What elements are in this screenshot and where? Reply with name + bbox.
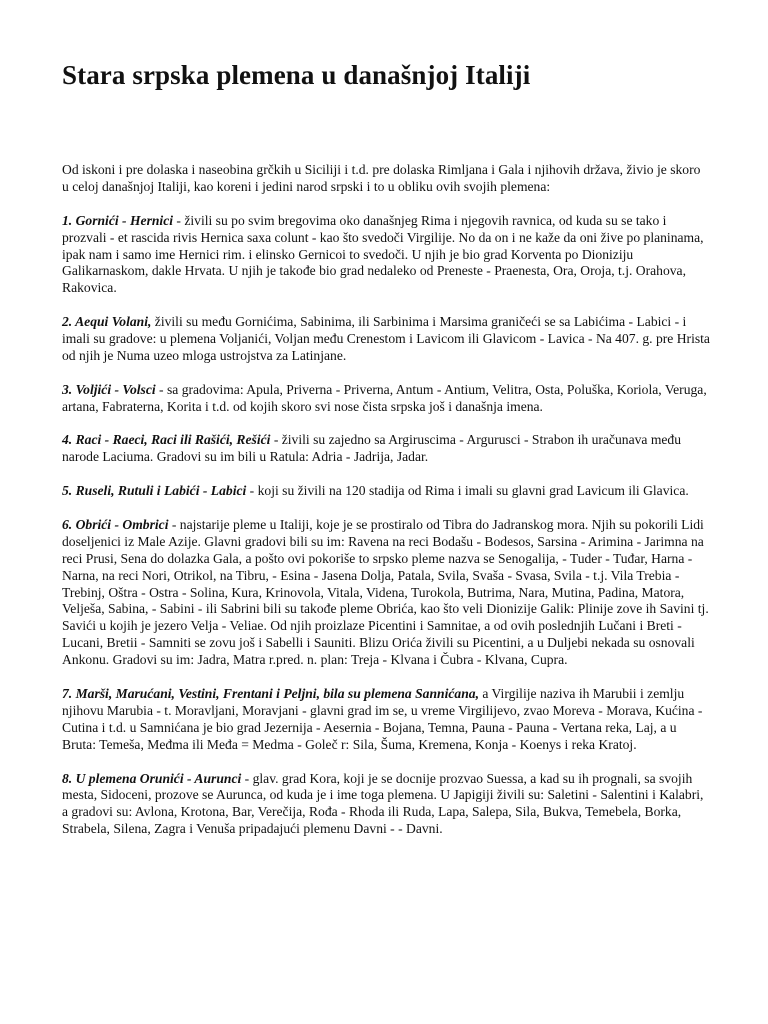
tribe-heading: 6. Obrići - Ombrici	[62, 516, 169, 532]
tribe-text: - živili su po svim bregovima oko današnjeg Rima i njegovih ravnica, od kuda su se tako i prozvali - et rascida rivis Hernica saxa colunt - kao što svedoči Virgilije. No da on i ne kaže da oni žive po planinama, ipak nam i samo ime Hernici rim. i elinsko Gernicoi to svedoči. U njih je bio grad Korventa po Dioniziju Galikarnaskom, dakle Hrvata. U njih je takođe bio grad nedaleko od Preneste - Praenesta, Ora, Oroja, t.j. Orahova, Rakovica.	[62, 212, 704, 296]
tribe-heading: 1. Gornići - Hernici	[62, 212, 174, 228]
tribe-text: - sa gradovima: Apula, Priverna - Priverna, Antum - Antium, Velitra, Osta, Poluška, Koriola, Veruga, artana, Fabraterna, Korita i t.d. od kojih skoro svi nose čista srpska još i današnja imena.	[62, 381, 707, 414]
tribe-text: živili su među Gornićima, Sabinima, ili Sarbinima i Marsima graničeći se sa Labićima - Labici - i imali su gradove: u plemena Voljanići, Voljan među Crenestom i Lavicom ili Glavicom - Lavica - Na 407. g. pre Hrista od njih je Numa uzeo mloga ustrojstva za Latinjane.	[62, 314, 710, 363]
tribe-paragraph-5	[62, 483, 710, 500]
tribe-text: - živili su zajedno sa Argiruscima - Argurusci - Strabon ih uračunava među narode Laciuma. Gradovi su im bili u Ratula: Adria - Jadrija, Jadar.	[62, 432, 682, 465]
tribe-text: - koji su živili na 120 stadija od Rima i imali su glavni grad Lavicum ili Glavica.	[246, 483, 689, 499]
document-body	[62, 162, 710, 855]
tribe-paragraph-4	[62, 432, 710, 466]
tribe-paragraph-7	[62, 686, 710, 754]
tribe-text: a Virgilije naziva ih Marubii i zemlju njihovu Marubia - t. Moravljani, Moravjani - glavni grad im se, u vreme Virgilijevo, zvao Moreva - Morava, Kućina - Cutina i t.d. u Samnićana je bio grad Jezernija - Aesernia - Bojana, Temna, Pauna - Pauna - Vertana reka, Laj, a u Bruta: Temeša, Međma ili Međa = Medma - Goleč r: Sila, Šuma, Kremena, Konja - Koenys i reka Kratoj.	[62, 685, 703, 752]
tribe-paragraph-6	[62, 517, 710, 669]
tribe-heading: 3. Voljići - Volsci	[62, 381, 156, 397]
tribe-heading: 5. Ruseli, Rutuli i Labići - Labici	[62, 483, 247, 499]
page-title: Stara srpska plemena u današnjoj Italiji	[62, 60, 531, 90]
tribe-heading: 4. Raci - Raeci, Raci ili Rašići, Rešići	[62, 432, 271, 448]
tribe-paragraph-2	[62, 314, 710, 365]
tribe-heading: 2. Aequi Volani,	[62, 314, 152, 330]
tribe-paragraph-3	[62, 382, 710, 416]
tribe-heading: 7. Marši, Marućani, Vestini, Frentani i Peljni, bila su plemena Sannićana,	[62, 685, 479, 701]
tribe-paragraph-1	[62, 213, 710, 298]
tribe-heading: 8. U plemena Orunići - Aurunci	[62, 770, 242, 786]
tribe-text: - najstarije pleme u Italiji, koje je se prostiralo od Tibra do Jadranskog mora. Njih su pokorili Lidi doseljenici iz Male Azije. Glavni gradovi bili su im: Ravena na reci Bodašu - Bodesos, Sarsina - Arimina - Jarimna na reci Prusi, Sena do dolazka Gala, a pošto ovi pokoriše to srpsko pleme nazva se Senogalija, - Tuder - Tuđar, Harna - Narna, na reci Nori, Otrikol, na Tibru, - Esina - Jasena Dolja, Patala, Svila, Svaša - Svasa, Svila - t.j. Vila Trebia - Trebinj, Oštra - Ostra - Solina, Kura, Krinovola, Vitala, Videna, Turokola, Butrima, Nara, Mutina, Padina, Matora, Velješa, Sabina, - Sabini - ili Sabrini bili su takođe pleme Obrića, kao što veli Dionizije Galik: Plinije zove ih Savini tj. Savići u kojih je jezero Velja - Veliae. Od njih proizlaze Picentini i Samnitae, a od ovih poslednjih Lučani i Breti - Lucani, Bretii - Samniti se zovu još i Sabelli i Sauniti. Blizu Orića živili su Picentini, a u Duljebi nekada su osnovali Ankonu. Gradovi su im: Jadra, Matra r.pred. n. plan: Treja - Klvana i Čubra - Klvana, Cupra.	[62, 516, 709, 668]
tribe-paragraph-8	[62, 771, 710, 839]
tribe-text: - glav. grad Kora, koji je se docnije prozvao Suessa, a kad su ih prognali, sa svojih mesta, Sidoceni, prozove se Aurunca, od kuda je i ime toga plemena. U Japigiji živili su: Saletini - Salentini i Kalabri, a gradovi su: Avlona, Krotona, Bar, Verečija, Rođa - Rhoda ili Ruda, Lapa, Salepa, Sila, Bukva, Temebela, Borka, Strabela, Silena, Zagra i Venuša pripadajući plemenu Davni - - Davni.	[62, 770, 704, 837]
intro-paragraph: Od iskoni i pre dolaska i naseobina grčkih u Siciliji i t.d. pre dolaska Rimljana i Gala i njihovih država, živio je skoro u celoj današnjoj Italiji, kao koreni i jedini narod srpski i to u obliku ovih svojih plemena:	[62, 162, 701, 194]
